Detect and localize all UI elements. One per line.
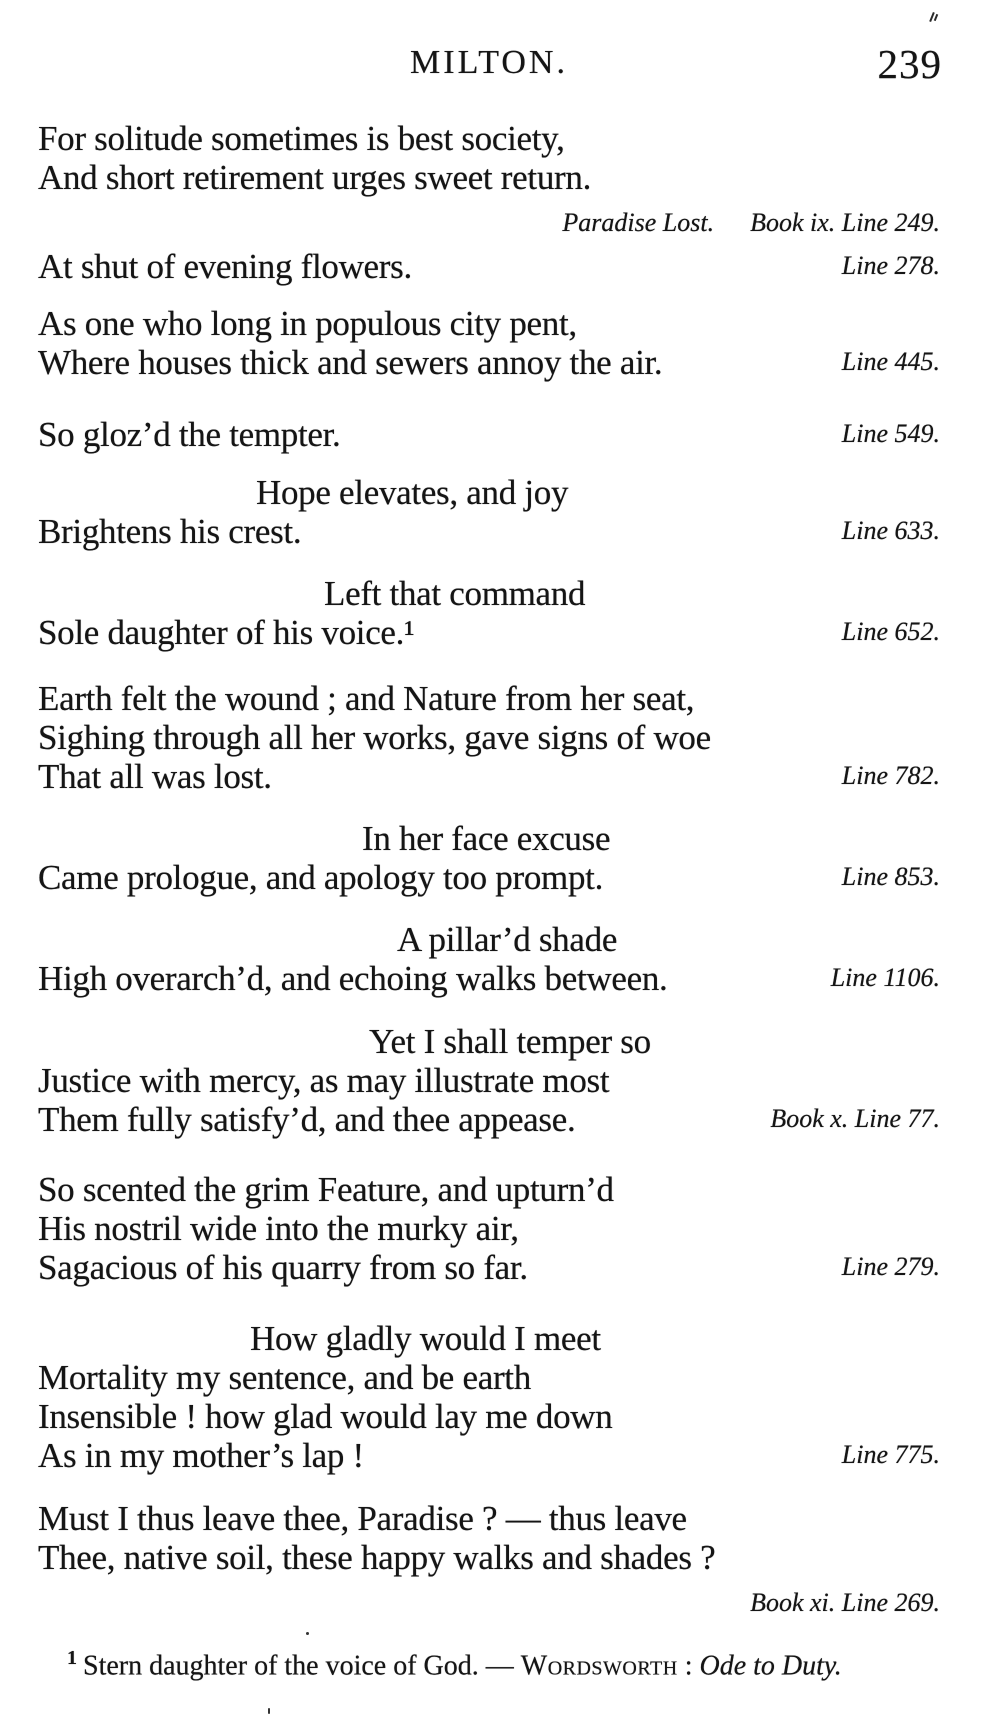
quote-block	[38, 1499, 940, 1622]
citation: Line 633.	[841, 516, 940, 545]
citation: Book xi. Line 269.	[750, 1588, 940, 1617]
quote-line: Them fully satisfy’d, and thee appease.	[38, 1100, 576, 1139]
quote-line: Justice with mercy, as may illustrate most	[38, 1061, 610, 1100]
quote-block	[38, 304, 940, 382]
citation: Line 279.	[841, 1252, 940, 1281]
quote-line: Sole daughter of his voice.¹	[38, 613, 415, 652]
quote-line: How gladly would I meet	[250, 1319, 601, 1358]
quote-line: Must I thus leave thee, Paradise ? — thus leave	[38, 1499, 687, 1538]
ink-speck	[268, 1708, 270, 1714]
quote-block	[38, 415, 940, 454]
quote-block	[38, 1319, 940, 1475]
quote-line: As one who long in populous city pent,	[38, 304, 577, 343]
quote-line: Thee, native soil, these happy walks and shades ?	[38, 1538, 716, 1577]
citation: Line 775.	[841, 1440, 940, 1469]
quote-line: A pillar’d shade	[397, 920, 618, 959]
footnote-marker: 1	[67, 1647, 77, 1669]
quote-line: Earth felt the wound ; and Nature from her seat,	[38, 679, 695, 718]
quote-line: For solitude sometimes is best society,	[38, 119, 565, 158]
quote-line: High overarch’d, and echoing walks between.	[38, 959, 668, 998]
page-number: 239	[877, 41, 942, 87]
citation: Line 782.	[841, 761, 940, 790]
quote-line: Sagacious of his quarry from so far.	[38, 1248, 528, 1287]
citation: Book x. Line 77.	[770, 1104, 940, 1133]
citation-source: Paradise Lost.	[562, 208, 715, 237]
footnote-work-title: Ode to Duty.	[699, 1650, 842, 1682]
quote-line: Insensible ! how glad would lay me down	[38, 1397, 613, 1436]
footnote	[38, 1640, 969, 1684]
quote-line: Hope elevates, and joy	[256, 473, 569, 512]
quote-block	[38, 819, 940, 897]
quote-line: So gloz’d the tempter.	[38, 415, 341, 454]
quote-line: Came prologue, and apology too prompt.	[38, 858, 604, 897]
page-title: MILTON.	[410, 44, 568, 81]
ink-speck	[929, 12, 939, 24]
quote-line: Left that command	[324, 574, 586, 613]
quote-line: In her face excuse	[362, 819, 611, 858]
footnote-text: Stern daughter of the voice of God. —	[83, 1650, 514, 1682]
quote-line: At shut of evening flowers.	[38, 247, 412, 286]
citation: Line 1106.	[830, 963, 940, 992]
footnote-separator: :	[684, 1650, 693, 1682]
citation: Line 549.	[841, 419, 940, 448]
quote-block	[38, 247, 940, 286]
quote-line: Brightens his crest.	[38, 512, 302, 551]
citation: Line 652.	[841, 617, 940, 646]
quote-block	[38, 920, 940, 998]
citation	[38, 203, 940, 242]
quote-block	[38, 1022, 940, 1139]
citation: Line 853.	[841, 862, 940, 891]
quote-line: And short retirement urges sweet return.	[38, 158, 592, 197]
citation: Line 445.	[841, 347, 940, 376]
quote-line: As in my mother’s lap !	[38, 1436, 364, 1475]
quote-block	[38, 119, 940, 242]
quote-line: His nostril wide into the murky air,	[38, 1209, 519, 1248]
quote-line: That all was lost.	[38, 757, 272, 796]
quote-block	[38, 1170, 940, 1287]
quote-block	[38, 473, 940, 551]
quote-line: Yet I shall temper so	[369, 1022, 651, 1061]
quote-line: Mortality my sentence, and be earth	[38, 1358, 531, 1397]
citation: Line 278.	[841, 251, 940, 280]
quote-line: So scented the grim Feature, and upturn’d	[38, 1170, 614, 1209]
citation-locator: Book ix. Line 249.	[750, 208, 940, 237]
quote-line: Sighing through all her works, gave signs of woe	[38, 718, 711, 757]
footnote-author: Wordsworth	[520, 1650, 678, 1682]
quote-block	[38, 574, 940, 652]
ink-speck	[306, 1632, 309, 1635]
quote-block	[38, 679, 940, 796]
quote-line: Where houses thick and sewers annoy the air.	[38, 343, 663, 382]
